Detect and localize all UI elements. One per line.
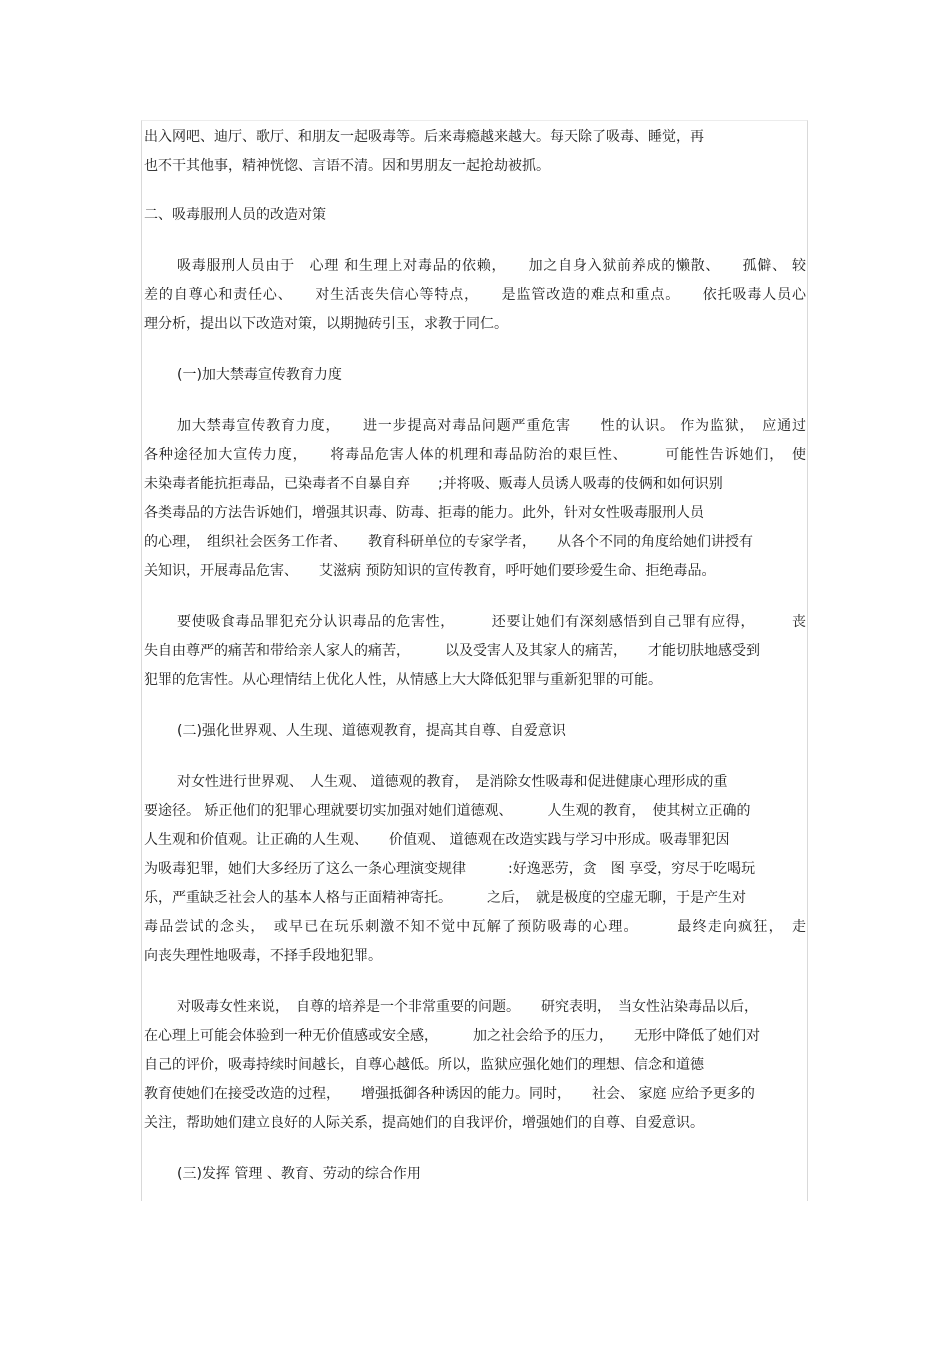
paragraph-1a	[144, 412, 806, 586]
text-line: 出入网吧、迪厅、歌厅、和朋友一起吸毒等。后来毒瘾越来越大。每天除了吸毒、睡觉，再	[144, 129, 704, 145]
paragraph-2a	[144, 768, 806, 971]
text-line: 也不干其他事，精神恍惚、言语不清。因和男朋友一起抢劫被抓。	[144, 158, 550, 174]
paragraph-2b	[144, 993, 806, 1138]
text-line: 人生观和价值观。让正确的人生观、 价值观、 道德观在改造实践与学习中形成。吸毒罪犯因	[144, 832, 730, 848]
text-line: 毒品尝试的念头， 或早已在玩乐刺激不知不觉中瓦解了预防吸毒的心理。 最终走向疯狂， 走	[144, 919, 806, 935]
text-line: 乐，严重缺乏社会人的基本人格与正面精神寄托。 之后， 就是极度的空虚无聊，于是产生对	[144, 890, 746, 906]
text-line: 的心理， 组织社会医务工作者、 教育科研单位的专家学者， 从各个不同的角度给她们讲授有	[144, 534, 753, 550]
text-line: 各种途径加大宣传力度， 将毒品危害人体的机理和毒品防治的艰巨性、 可能性告诉她们， 使	[144, 447, 806, 463]
subheading-3: (三)发挥 管理 、教育、劳动的综合作用	[177, 1166, 421, 1182]
text-line: 各类毒品的方法告诉她们，增强其识毒、防毒、拒毒的能力。此外，针对女性吸毒服刑人员	[144, 505, 704, 521]
text-line: 对女性进行世界观、 人生观、 道德观的教育， 是消除女性吸毒和促进健康心理形成的重	[177, 774, 728, 790]
text-line: 吸毒服刑人员由于 心理 和生理上对毒品的依赖， 加之自身入狱前养成的懒散、 孤僻、 较	[177, 258, 806, 274]
text-line: 对吸毒女性来说， 自尊的培养是一个非常重要的问题。 研究表明， 当女性沾染毒品以后，	[177, 999, 758, 1015]
text-line: 要途径。 矫正他们的犯罪心理就要切实加强对她们道德观、 人生观的教育， 使其树立正确的	[144, 803, 751, 819]
paragraph-1b	[144, 608, 806, 695]
text-line: 在心理上可能会体验到一种无价值感或安全感， 加之社会给予的压力， 无形中降低了她们对	[144, 1028, 760, 1044]
text-line: 犯罪的危害性。从心理情结上优化人性，从情感上大大降低犯罪与重新犯罪的可能。	[144, 672, 662, 688]
text-line: 差的自尊心和责任心、 对生活丧失信心等特点， 是监管改造的难点和重点。 依托吸毒人员心	[144, 287, 806, 303]
text-line: 要使吸食毒品罪犯充分认识毒品的危害性， 还要让她们有深刻感悟到自己罪有应得， 丧	[177, 614, 806, 630]
text-line: 加大禁毒宣传教育力度， 进一步提高对毒品问题严重危害 性的认识。 作为监狱， 应通过	[177, 418, 806, 434]
text-line: 失自由尊严的痛苦和带给亲人家人的痛苦， 以及受害人及其家人的痛苦， 才能切肤地感受到	[144, 643, 760, 659]
text-line: 教育使她们在接受改造的过程， 增强抵御各种诱因的能力。同时， 社会、 家庭 应给予更多的	[144, 1086, 755, 1102]
text-line: 为吸毒犯罪，她们大多经历了这么一条心理演变规律 :好逸恶劳，贪 图 享受，穷尽于吃喝玩	[144, 861, 756, 877]
text-line: 向丧失理性地吸毒，不择手段地犯罪。	[144, 948, 382, 964]
paragraph-intro	[144, 252, 806, 339]
text-line: 理分析，提出以下改造对策，以期抛砖引玉，求教于同仁。	[144, 316, 508, 332]
text-line: 自己的评价，吸毒持续时间越长，自尊心越低。所以，监狱应强化她们的理想、信念和道德	[144, 1057, 704, 1073]
subheading-1: (一)加大禁毒宣传教育力度	[177, 367, 342, 383]
subheading-2: (二)强化世界观、人生现、道德观教育，提高其自尊、自爱意识	[177, 723, 566, 739]
text-line: 未染毒者能抗拒毒品，已染毒者不自暴自弃 ;并将吸、贩毒人员诱人吸毒的伎俩和如何识别	[144, 476, 723, 492]
intro-paragraph	[144, 123, 806, 181]
text-line: 关注，帮助她们建立良好的人际关系，提高她们的自我评价，增强她们的自尊、自爱意识。	[144, 1115, 704, 1131]
section-heading: 二、吸毒服刑人员的改造对策	[144, 207, 326, 223]
text-line: 关知识，开展毒品危害、 艾滋病 预防知识的宣传教育，呼吁她们要珍爱生命、拒绝毒品。	[144, 563, 716, 579]
document-body	[144, 123, 806, 1189]
